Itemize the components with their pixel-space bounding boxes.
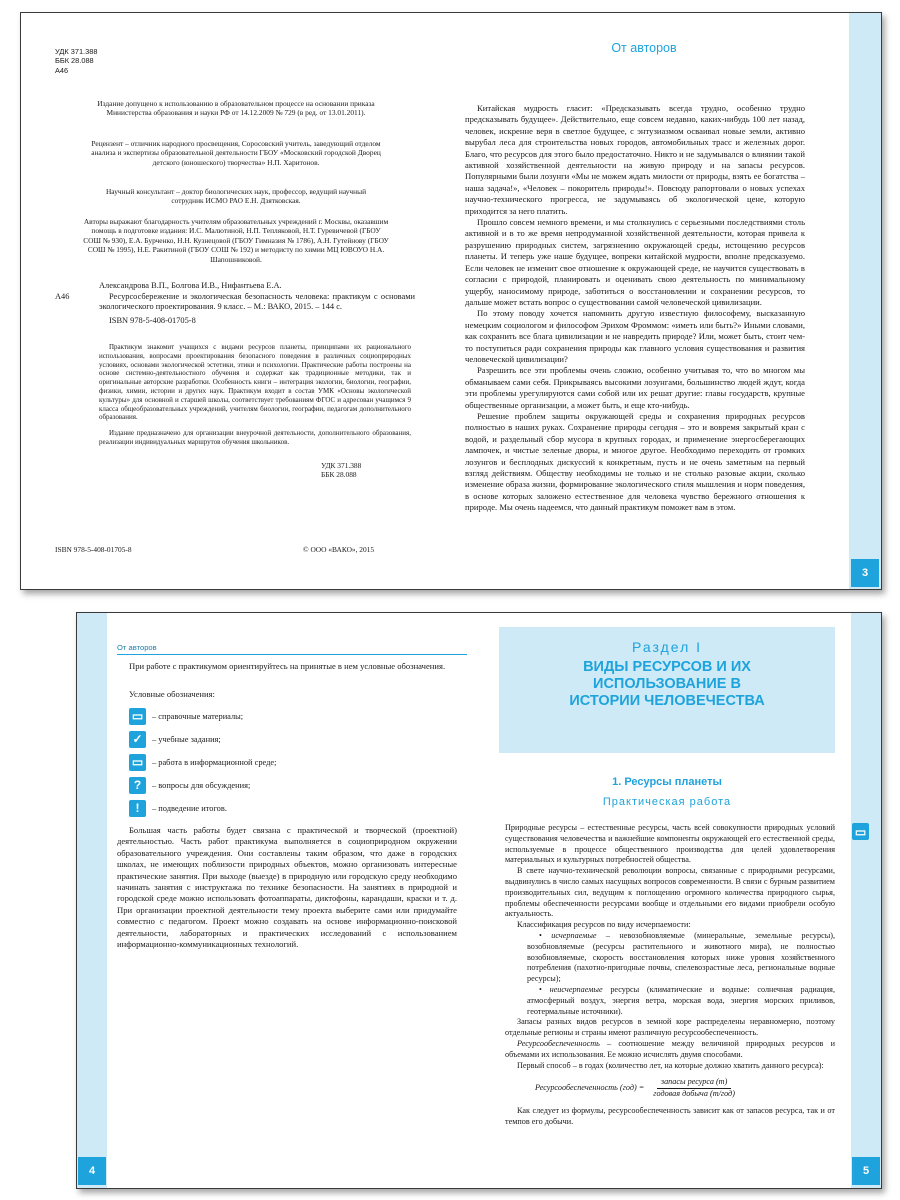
subtopic-title: Практическая работа [602,796,732,808]
work-description [117,825,457,950]
page-number: 5 [852,1157,880,1185]
udk-code: УДК 371.388 [55,47,98,56]
legend-item [129,797,429,819]
purpose-note: Издание предназначено для организации внеурочной деятельности, дополнительного образования, реализации индивидуальных маршрутов обучения школьников. [99,429,411,446]
legend-item [129,705,429,727]
annotation: Практикум знакомит учащихся с видами ресурсов планеты, принципами их рационального использования, вопросами проектирования безопасного поведения в различных социоприродных условиях, основами экологической эстетики, этики и психологии. Практические работы построены на основе системно-деятельностного обучения и содержат как традиционные методики, так и оригинальные авторские разработки. Особенность книги – интеграция экологии, биологии, географии, физики, химии, истории и других наук. Практикум входит в состав УМК «Основы экологической культуры» для основной и старшей школы, соответствует требованиям ФГОС и адресован учащимся 9 класса общеобразовательных учреждений, учителям биологии, географии, педагогам дополнительного образования. [99,343,411,422]
paragraph: В свете научно-технической революции вопросы, связанные с природными ресурсами, выдвинулись в число самых насущных вопросов современности. В связи с бурным развитием производительных сил, ведущим к поглощению огромного количества природного сырья, проблемы обеспеченности ресурсами вообще и отдельными его видами приобрели особую актуальность. [505,866,835,919]
preface-text [465,103,805,514]
paragraph: Как следует из формулы, ресурсообеспеченность зависит как от запасов ресурса, так и от темпов его добычи. [505,1105,835,1126]
side-strip [77,613,107,1188]
topic-title: 1. Ресурсы планеты [612,776,722,788]
isbn-line: ISBN 978-5-408-01705-8 [109,315,196,325]
consultant-note: Научный консультант – доктор биологических наук, профессор, ведущий научный сотрудник ИСМО РАО Е.Н. Дзятковская. [105,187,367,206]
paragraph [505,1039,835,1061]
formula-denominator: годовая добыча (т/год) [653,1089,735,1099]
page-3 [441,13,881,589]
reviewer-note: Рецензент – отличник народного просвещения, Соросовский учитель, заведующий отделом анализа и экспертизы образовательной деятельности ГБОУ «Московский городской Дворец детского (юношеского) творчества» Н.П. Харитонов. [91,139,381,167]
legend-list [129,705,429,820]
thanks-note: Авторы выражают благодарность учителям образовательных учреждений г. Москвы, оказавшим помощь в подготовке издания: И.С. Малютиной, Н.П. Тепляковой, Н.Т. Гуревичевой (ГБОУ СОШ № 930), Е.А. Бурченко, Н.Н. Кузнецовой (ГБОУ Гимназия № 1786), А.Н. Гутейнову (ГБОУ СОШ № 1995), Н.Е. Ракитиной (ГБОУ СОШ № 192) и методисту по химии МЦ ЮВОУО Н.А. Шапошниковой. [83,217,389,264]
formula-left: Ресурсообеспеченность (год) = [535,1083,645,1093]
legend-label: – вопросы для обсуждения; [152,780,251,790]
section-label: Раздел I [631,639,703,655]
top-spread [20,12,882,590]
paragraph: Китайская мудрость гласит: «Предсказывать всегда трудно, особенно трудно предсказывать будущее». Действительно, еще совсем недавно, каких-нибудь 100 лет назад, человек, искренне веря в светлое будущее, с энтузиазмом осваивал новые земли, активно вырубал леса для строительства новых городов, автомобильных трасс и железных дорог. Благо, что ресурсов для этого было предостаточно. Никто и не задумывался о влиянии такой активной хозяйственной деятельности на живую природу и на запасы ресурсов. Популярными были лозунги «Мы не можем ждать милости от природы, взять ее богатства – наша задача!», «Человек – покоритель природы!». Повсюду рапортовали о новых успехах научно-технического прогресса, не задумываясь об экологической цене, которую приходится за него платить. [465,103,805,216]
paragraph: Запасы разных видов ресурсов в земной коре распределены неравномерно, поэтому отдельные регионы и страны имеют различную ресурсообеспеченность. [505,1017,835,1038]
term: исчерпаемые [551,930,597,940]
legend-label: – работа в информационной среде; [152,757,277,767]
paragraph-text: – соотношение между величиной природных ресурсов и объемами их использования. Ее можно исчислять двумя способами. [505,1038,835,1059]
author-mark: А46 [55,65,69,75]
check-icon: ✓ [129,731,146,748]
bottom-spread [76,612,882,1189]
paragraph: Прошло совсем немного времени, и мы столкнулись с серьезными последствиями столь активной и в то же время непродуманной хозяйственной деятельности, которая привела к разрушению природных систем, загрязнению окружающей среды, истощению ресурсов планеты. И теперь уже наше будущее, вопреки китайской мудрости, вполне предсказуемо. Если человек не изменит свое отношение к окружающей среде, не научится существовать в согласии с природой, планировать и оценивать свою деятельность по минимальному ущербу, наносимому природе, заботиться о восстановлении и сохранении ресурсов, то дальше может встать вопрос о существовании самой человеческой цивилизации. [465,217,805,307]
formula-numerator: запасы ресурса (т) [657,1077,731,1089]
bullet-text: ресурсы (климатические и водные: солнечная радиация, атмосферный воздух, энергия ветра, морская вода, энергия морских приливов, геотермальные источники). [527,984,835,1016]
page-5 [483,613,881,1188]
udk-code-bottom: УДК 371.388 [321,461,362,470]
practical-text [505,823,835,1128]
paragraph: Первый способ – в годах (количество лет, на которые должно хватить данного ресурса): [517,1060,824,1070]
bbk-code-bottom: ББК 28.088 [321,470,357,480]
side-strip [851,613,881,1188]
page-number: 3 [851,559,879,587]
footer-copyright: © ООО «ВАКО», 2015 [303,545,375,554]
bottom-codes [321,461,401,480]
paragraph: Решение проблем защиты окружающей среды и сохранения природных ресурсов полностью в наших руках. Сохранение природы сегодня – это и вовремя закрытый кран с водой, и раздельный сбор мусора в крупных городах, и применение энергосберегающих лампочек, и чистые зеленые дворы, и многое другое. Необходимо переходить от громких лозунгов и бесплодных дискуссий к конкретным, пусть и не очень заметным на первый взгляд действиям. Обществу необходимы не только и не столько разовые акции, сколько изменение образа жизни, формирование экологического стиля мышления и норм поведения, в основе которых заложено естественное для человека чувство бережного отношения к природе. Мы очень надеемся, что данный практикум поможет вам в этом. [465,410,805,513]
legend-title: Условные обозначения: [129,689,215,699]
intro-text: При работе с практикумом ориентируйтесь на принятые в нем условные обозначения. [129,661,446,671]
catalog-card [55,281,415,326]
section-title: ВИДЫ РЕСУРСОВ И ИХ ИСПОЛЬЗОВАНИЕ В ИСТОРИИ ЧЕЛОВЕЧЕСТВА [569,659,765,709]
page-number: 4 [78,1157,106,1185]
bbk-code: ББК 28.088 [55,56,94,66]
question-icon: ? [129,777,146,794]
bullet-item [505,931,835,985]
bullet-text: – невозобновляемые (минеральные, земельные ресурсы), возобновляемые (ресурсы растительного и животного мира), не полностью возобновляемые, скорость восстановления которых ниже уровня хозяйственного потребления (пахотно-пригодные почвы, спелевозрастные леса, региональные водные ресурсы); [527,930,835,984]
section-banner [499,627,835,753]
monitor-icon: ▭ [129,754,146,771]
exclamation-icon: ! [129,800,146,817]
legend-label: – учебные задания; [152,734,221,744]
formula [535,1077,835,1100]
legend-label: – справочные материалы; [152,711,244,721]
bullet-item [505,985,835,1017]
legend-item [129,774,429,796]
paragraph: Большая часть работы будет связана с практической и творческой (проектной) деятельностью. Часть работ практикума выполняется в социоприродном окружении образовательного учреждения. Они составлены таким образом, что даже в городских школах, не имеющих поблизости природных объектов, можно организовать интересные практические занятия. При выходе (выезде) в природную или городскую среду необходимо начинать занятия с инструктажа по технике безопасности. На занятиях в природной и городской среде можно использовать фотоаппараты, диктофоны, карандаши, краски и т. д. При организации проектной деятельности тему проекта выберите сами или придумайте совместно с педагогом. Проект можно создавать на основе информационно-поисковой деятельности, лабораторных и практических исследований с использованием информационно-коммуникационных технологий. [117,825,457,950]
authors-line: Александрова В.П., Болгова И.В., Нифантьева Е.А. [99,281,282,290]
formula-fraction [649,1077,739,1100]
term: неисчерпаемые [549,984,603,994]
book-title-line: Ресурсосбережение и экологическая безопасность человека: практикум с основами экологического проектирования. 9 класс. – М.: ВАКО, 2015. – 144 с. [99,291,415,312]
footer-isbn: ISBN 978-5-408-01705-8 [55,545,132,554]
term: Ресурсообеспеченность [517,1038,600,1048]
side-strip [849,13,881,589]
intro [117,661,457,672]
legend-item [129,751,429,773]
paragraph: Природные ресурсы – естественные ресурсы, часть всей совокупности природных условий существования человечества и важнейшие компоненты окружающей его естественной среды, используемые в процессе общественного производства для целей удовлетворения материальных и культурных потребностей общества. [505,823,835,865]
classification-codes [55,47,175,75]
paragraph: По этому поводу хочется напомнить другую известную философему, высказанную немецким социологом и философом Эрихом Фроммом: «иметь или быть?» Иными словами, как сохранить все блага цивилизации и не навредить природе? Или, может быть, стоит чем-то поступиться ради сохранения природы как главного условия существования и развития человеческой цивилизации? [465,308,805,364]
catalog-code: А46 [55,291,70,301]
page-heading: От авторов [611,41,677,55]
book-icon: ▭ [129,708,146,725]
running-head: От авторов [117,643,467,655]
book-icon: ▭ [852,823,869,840]
page-2-imprint [21,13,441,589]
page-4 [77,613,483,1188]
paragraph: Классификация ресурсов по виду исчерпаемости: [517,920,691,930]
legend-label: – подведение итогов. [152,803,227,813]
paragraph: Разрешить все эти проблемы очень сложно, особенно учитывая то, что во многом мы обманываем сами себя. Прикрываясь высокими лозунгами, большинство людей ждут, когда эти проблемы урегулируются сами собой или их решат другие: главы государств, крупные общественные организации, а может быть, и еще кто-нибудь. [465,365,805,410]
legend-item [129,728,429,750]
approval-note: Издание допущено к использованию в образовательном процессе на основании приказа Министерства образования и науки РФ от 14.12.2009 № 729 (в ред. от 13.01.2011). [97,99,375,118]
